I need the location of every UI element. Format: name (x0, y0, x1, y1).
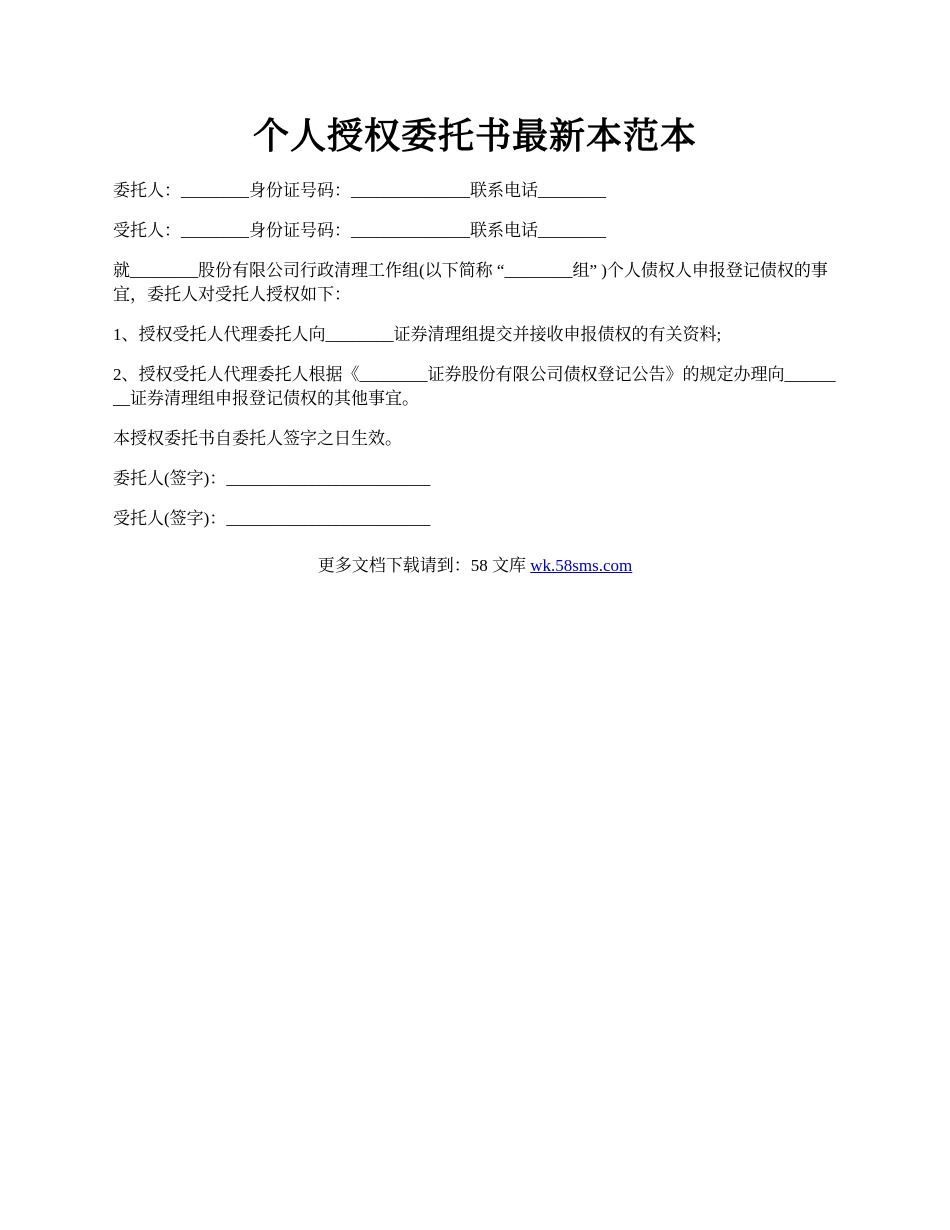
authorization-item-1: 1、授权受托人代理委托人向________证券清理组提交并接收申报债权的有关资料; (113, 325, 722, 344)
footer-link[interactable]: wk.58sms.com (530, 556, 633, 575)
principal-info-line: 委托人：________身份证号码：______________联系电话________ (113, 181, 606, 200)
agent-signature-line: 受托人(签字)：________________________ (113, 509, 431, 528)
effective-clause: 本授权委托书自委托人签字之日生效。 (113, 429, 402, 448)
footer-text: 更多文档下载请到：58 文库 (317, 556, 531, 575)
authorization-intro-paragraph: 就________股份有限公司行政清理工作组(以下简称 “________组” )个人债权人申报登记债权的事宜，委托人对受托人授权如下： (113, 261, 828, 304)
download-footer (0, 554, 950, 578)
document-title: 个人授权委托书最新本范本 (252, 116, 697, 156)
principal-signature-line: 委托人(签字)：________________________ (113, 469, 431, 488)
authorization-item-2: 2、授权受托人代理委托人根据《________证券股份有限公司债权登记公告》的规定办理向________证券清理组申报登记债权的其他事宜。 (113, 365, 836, 408)
document-body (113, 179, 838, 547)
agent-info-line: 受托人：________身份证号码：______________联系电话________ (113, 221, 606, 240)
